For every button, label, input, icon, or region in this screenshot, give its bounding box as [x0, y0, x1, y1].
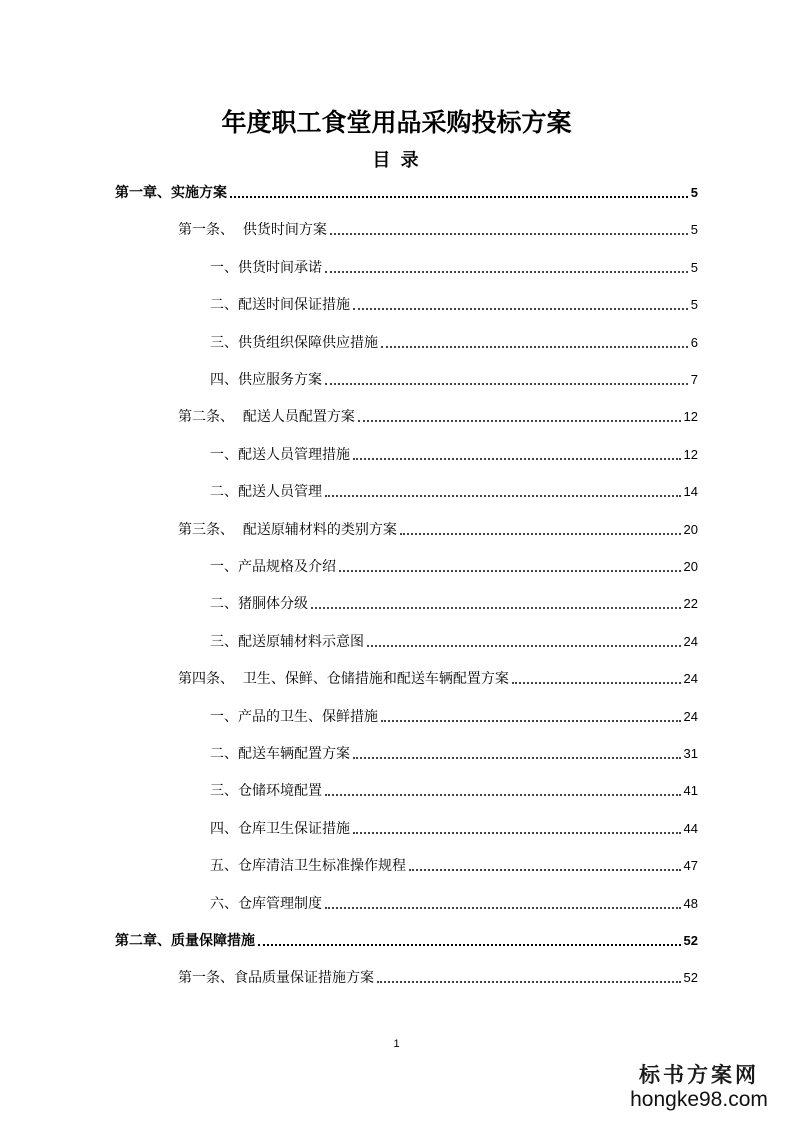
toc-entry-page: 48	[683, 895, 698, 911]
toc-entry-page: 41	[683, 783, 698, 799]
toc-entry-page: 14	[683, 484, 698, 500]
toc-entry[interactable]	[178, 517, 698, 539]
toc-entry-label: 第一条、 供货时间方案	[178, 222, 327, 239]
site-watermark	[619, 1063, 779, 1113]
toc-dot-leader	[325, 271, 688, 273]
toc-entry-label: 一、供货时间承诺	[210, 259, 322, 276]
toc-entry[interactable]	[210, 442, 698, 464]
toc-entry-label: 二、猪胴体分级	[210, 596, 308, 613]
toc-entry-page: 20	[683, 559, 698, 574]
toc-dot-leader	[339, 570, 681, 572]
toc-entry-label: 二、配送车辆配置方案	[210, 746, 350, 762]
toc-dot-leader	[353, 308, 688, 310]
toc-entry-label: 一、配送人员管理措施	[210, 446, 350, 463]
toc-entry[interactable]	[115, 928, 698, 950]
toc-dot-leader	[377, 981, 681, 983]
toc-dot-leader	[353, 832, 681, 834]
toc-entry[interactable]	[178, 404, 698, 426]
toc-entry-page: 52	[683, 933, 698, 948]
toc-entry-label: 一、产品的卫生、保鲜措施	[210, 708, 378, 725]
toc-entry[interactable]	[210, 891, 698, 913]
toc-entry[interactable]	[210, 554, 698, 576]
toc-entry-label: 第四条、 卫生、保鲜、仓储措施和配送车辆配置方案	[178, 671, 509, 688]
toc-dot-leader	[400, 533, 681, 535]
toc-entry-page: 12	[683, 409, 698, 425]
toc-entry-page: 20	[683, 521, 698, 537]
toc-dot-leader	[358, 420, 681, 422]
toc-entry-page: 5	[690, 297, 698, 313]
toc-entry-label: 第一章、实施方案	[115, 185, 227, 201]
toc-entry-page: 31	[683, 746, 698, 761]
toc-dot-leader	[381, 720, 681, 722]
toc-dot-leader	[353, 458, 681, 460]
toc-entry-page: 24	[683, 633, 698, 649]
page-number: 1	[393, 1038, 400, 1050]
toc-entry[interactable]	[210, 591, 698, 613]
toc-entry-page: 47	[683, 858, 698, 874]
toc-entry-label: 三、仓储环境配置	[210, 783, 322, 800]
toc-dot-leader	[311, 607, 681, 609]
toc-entry-page: 5	[690, 222, 698, 238]
toc-entry[interactable]	[210, 292, 698, 314]
toc-entry[interactable]	[210, 704, 698, 726]
toc-entry-label: 第一条、食品质量保证措施方案	[178, 970, 374, 987]
toc-entry-page: 52	[683, 970, 698, 986]
toc-entry[interactable]	[178, 965, 698, 987]
toc-dot-leader	[325, 907, 681, 909]
toc-entry-page: 5	[690, 259, 698, 275]
toc-entry[interactable]	[210, 629, 698, 651]
toc-entry[interactable]	[210, 330, 698, 352]
toc-entry[interactable]	[210, 816, 698, 838]
toc-dot-leader	[409, 869, 681, 871]
toc-entry[interactable]	[178, 217, 698, 239]
toc-entry[interactable]	[210, 853, 698, 875]
toc-entry[interactable]	[178, 666, 698, 688]
toc-entry-label: 四、供应服务方案	[210, 372, 322, 388]
toc-entry-label: 二、配送人员管理	[210, 484, 322, 501]
toc-dot-leader	[325, 383, 688, 385]
watermark-name: 标书方案网	[639, 1062, 759, 1087]
toc-entry-label: 三、供货组织保障供应措施	[210, 334, 378, 351]
toc-dot-leader	[512, 682, 681, 684]
toc-heading: 目 录	[372, 150, 421, 171]
toc-entry-label: 第二条、 配送人员配置方案	[178, 409, 355, 426]
toc-entry-label: 五、仓库清洁卫生标准操作规程	[210, 858, 406, 875]
toc-entry[interactable]	[210, 255, 698, 277]
toc-dot-leader	[325, 794, 681, 796]
toc-entry-page: 5	[690, 185, 698, 200]
toc-dot-leader	[258, 944, 681, 946]
toc-dot-leader	[381, 346, 688, 348]
toc-entry-label: 一、产品规格及介绍	[210, 559, 336, 575]
toc-dot-leader	[230, 196, 688, 198]
toc-entry-label: 第三条、 配送原辅材料的类别方案	[178, 521, 397, 538]
toc-entry-page: 24	[683, 708, 698, 724]
toc-dot-leader	[330, 233, 688, 235]
toc-entry-label: 第二章、质量保障措施	[115, 933, 255, 949]
toc-entry-page: 12	[683, 446, 698, 462]
toc-dot-leader	[367, 645, 681, 647]
toc-entry-page: 6	[690, 334, 698, 350]
toc-dot-leader	[353, 757, 681, 759]
document-title: 年度职工食堂用品采购投标方案	[221, 108, 572, 137]
toc-entry-page: 24	[683, 671, 698, 687]
toc-entry-page: 44	[683, 820, 698, 836]
watermark-url: hongke98.com	[630, 1088, 768, 1111]
toc-entry[interactable]	[210, 367, 698, 389]
toc-entry-page: 7	[690, 372, 698, 387]
toc-dot-leader	[325, 495, 681, 497]
toc-entry[interactable]	[115, 180, 698, 202]
toc-entry[interactable]	[210, 479, 698, 501]
toc-entry-label: 六、仓库管理制度	[210, 895, 322, 912]
toc-entry[interactable]	[210, 778, 698, 800]
toc-entry-label: 二、配送时间保证措施	[210, 297, 350, 314]
toc-entry[interactable]	[210, 741, 698, 763]
toc-entry-label: 三、配送原辅材料示意图	[210, 633, 364, 650]
toc-entry-label: 四、仓库卫生保证措施	[210, 820, 350, 837]
toc-entry-page: 22	[683, 596, 698, 612]
